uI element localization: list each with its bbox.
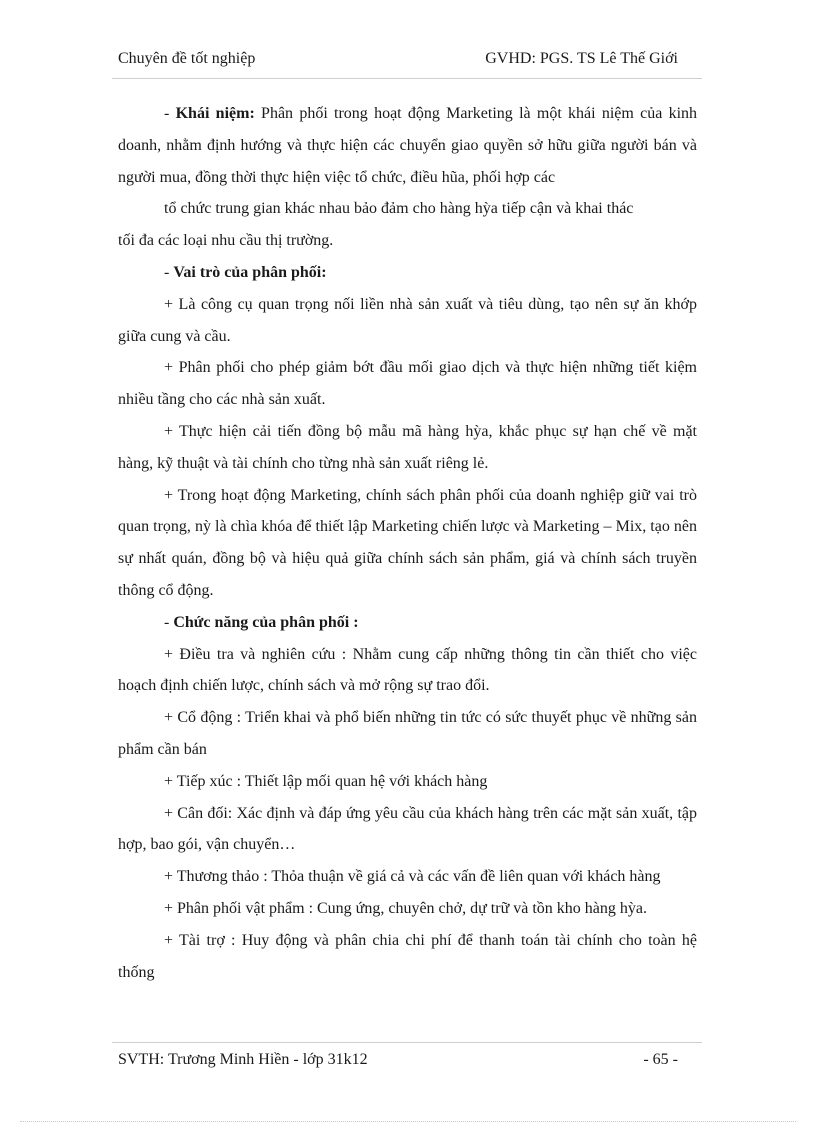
chuc-nang-item: + Cổ động : Triển khai và phổ biến những tin tức có sức thuyết phục về những sản phẩm cần bán	[118, 709, 697, 758]
heading-chuc-nang: - Chức năng của phân phối :	[164, 613, 359, 631]
vai-tro-item: + Phân phối cho phép giảm bớt đầu mối giao dịch và thực hiện những tiết kiệm nhiều tầng cho các nhà sản xuất.	[118, 359, 697, 409]
header-right-text: GVHD: PGS. TS Lê Thế Giới	[485, 50, 678, 67]
chuc-nang-item: + Phân phối vật phẩm : Cung ứng, chuyên chở, dự trữ và tồn kho hàng hỳa.	[164, 899, 647, 917]
heading-chuc-nang-text: Chức năng của phân phối :	[173, 613, 359, 631]
page-footer	[118, 1051, 678, 1077]
paragraph-khai-niem-end: tối đa các loại nhu cầu thị trường.	[118, 232, 334, 250]
vai-tro-item: + Thực hiện cải tiến đồng bộ mẫu mã hàng hỳa, khắc phục sự hạn chế về mặt hàng, kỹ thuật và tài chính cho từng nhà sản xuất riêng lẻ.	[118, 422, 697, 472]
chuc-nang-item: + Thương thảo : Thỏa thuận về giá cả và các vấn đề liên quan với khách hàng	[164, 868, 661, 886]
chuc-nang-item: + Điều tra và nghiên cứu : Nhằm cung cấp những thông tin cần thiết cho việc hoạch định chiến lược, chính sách và mở rộng sự trao đổi.	[118, 645, 697, 695]
chuc-nang-item: + Tiếp xúc : Thiết lập mối quan hệ với khách hàng	[164, 772, 488, 790]
page-bottom-border	[20, 1121, 796, 1122]
page-header	[118, 50, 698, 76]
document-body	[118, 98, 697, 988]
vai-tro-item: + Là công cụ quan trọng nối liền nhà sản xuất và tiêu dùng, tạo nên sự ăn khớp giữa cung và cầu.	[118, 295, 697, 345]
chuc-nang-item: + Cân đối: Xác định và đáp ứng yêu cầu của khách hàng trên các mặt sản xuất, tập hợp, bao gói, vận chuyển…	[118, 804, 697, 854]
footer-divider	[112, 1042, 702, 1043]
page-number: - 65 -	[643, 1051, 678, 1068]
vai-tro-item: + Trong hoạt động Marketing, chính sách phân phối của doanh nghiệp giữ vai trò quan trọng, nỳ là chìa khóa để thiết lập Marketing chiến lược và Marketing – Mix, tạo nên sự nhất quán, đồng bộ và hiệu quả giữa chính sách sản phẩm, giá và chính sách truyền thông cổ động.	[118, 486, 697, 599]
chuc-nang-item: + Tài trợ : Huy động và phân chia chi phí để thanh toán tài chính cho toàn hệ thống	[118, 931, 697, 981]
paragraph-khai-niem: - Khái niệm: Phân phối trong hoạt động Marketing là một khái niệm của kinh doanh, nhằm định hướng và thực hiện các chuyển giao quyền sở hữu giữa người bán và người mua, đồng thời thực hiện việc tổ chức, điều hũa, phối hợp các	[118, 105, 698, 186]
footer-author: SVTH: Trương Minh Hiền - lớp 31k12	[118, 1051, 368, 1068]
khai-niem-text: Phân phối trong hoạt động Marketing là một khái niệm của kinh doanh, nhằm định hướng và thực hiện các chuyển giao quyền sở hữu giữa người bán và người mua, đồng thời thực hiện việc tổ chức, điều hũa, phối hợp các	[118, 105, 698, 186]
khai-niem-label: Khái niệm:	[175, 105, 255, 122]
header-left-text: Chuyên đề tốt nghiệp	[118, 50, 256, 67]
header-divider	[112, 78, 702, 79]
paragraph-khai-niem-cont: tổ chức trung gian khác nhau bảo đảm cho hàng hỳa tiếp cận và khai thác	[164, 200, 634, 218]
heading-vai-tro: - Vai trò của phân phối:	[164, 263, 327, 281]
heading-vai-tro-text: Vai trò của phân phối:	[173, 263, 327, 281]
